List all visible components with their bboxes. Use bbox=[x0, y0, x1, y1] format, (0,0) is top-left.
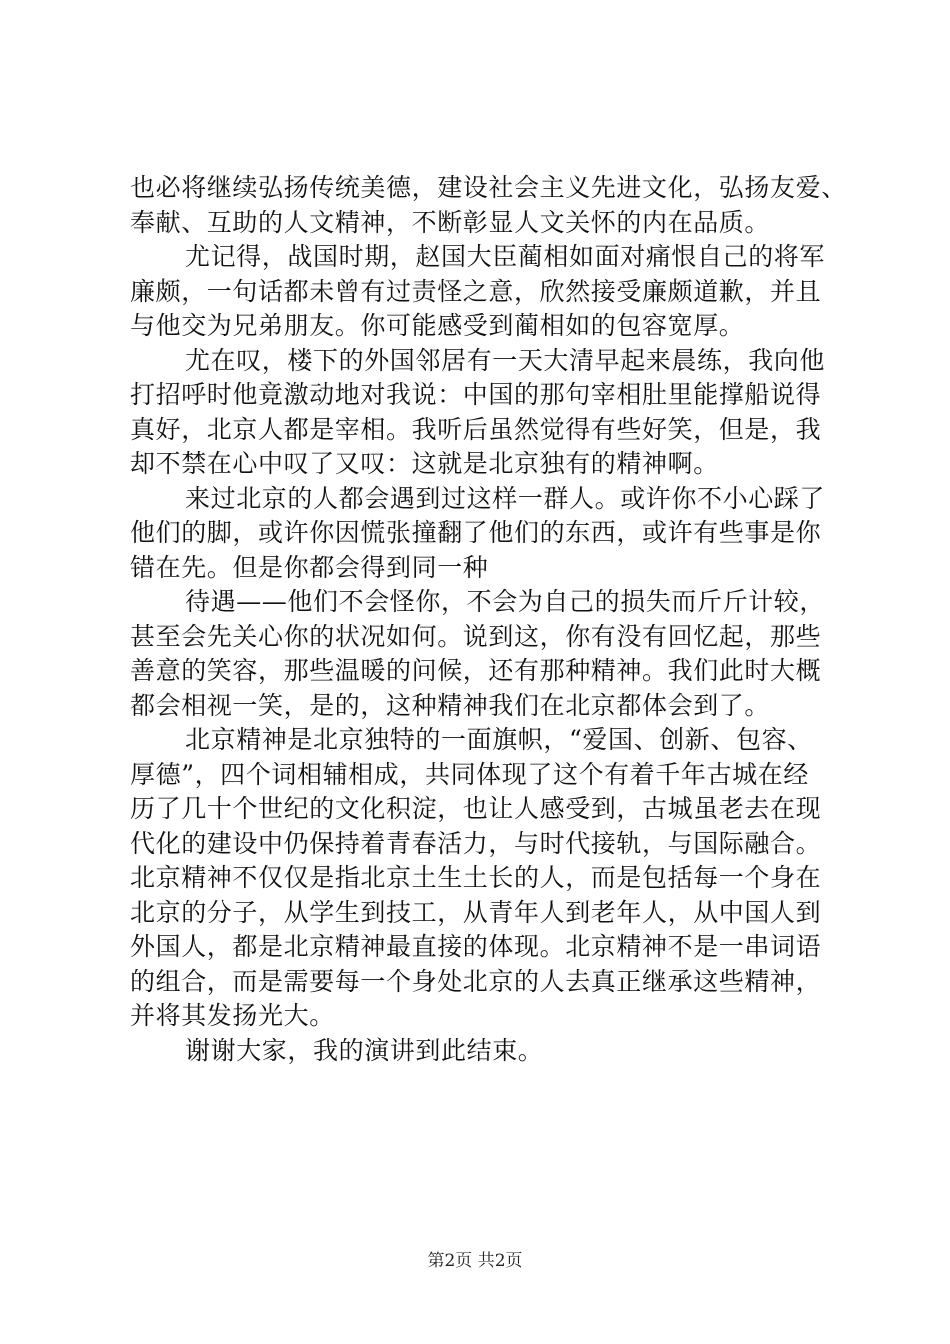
text-line: 都会相视一笑，是的，这种精神我们在北京都体会到了。 bbox=[130, 690, 771, 720]
text-line: 代化的建设中仍保持着青春活力，与时代接轨，与国际融合。 bbox=[130, 828, 822, 858]
text-line: 并将其发扬光大。 bbox=[130, 1001, 335, 1030]
paragraph-start-line: 北京精神是北京独特的一面旗帜，“爱国、创新、包容、 bbox=[185, 725, 813, 754]
text-line: 却不禁在心中叹了又叹：这就是北京独有的精神啊。 bbox=[130, 449, 719, 478]
text-line: 的组合，而是需要每一个身处北京的人去真正继承这些精神， bbox=[130, 966, 822, 996]
text-line: 甚至会先关心你的状况如何。说到这，你有没有回忆起，那些 bbox=[130, 621, 822, 651]
paragraph-start-line: 尤在叹，楼下的外国邻居有一天大清早起来晨练，我向他 bbox=[185, 345, 826, 375]
text-line: 历了几十个世纪的文化积淀，也让人感受到，古城虽老去在现 bbox=[130, 794, 822, 823]
paragraph-start-line: 尤记得，战国时期，赵国大臣蔺相如面对痛恨自己的将军 bbox=[185, 242, 826, 271]
text-line: 他们的脚，或许你因慌张撞翻了他们的东西，或许有些事是你 bbox=[130, 518, 822, 547]
text-line: 奉献、互助的人文精神，不断彰显人文关怀的内在品质。 bbox=[130, 207, 771, 237]
text-line: 也必将继续弘扬传统美德，建设社会主义先进文化，弘扬友爱、 bbox=[130, 173, 847, 202]
text-line: 北京精神不仅仅是指北京土生土长的人，而是包括每一个身在 bbox=[130, 863, 822, 892]
paragraph-start-line: 来过北京的人都会遇到过这样一群人。或许你不小心踩了 bbox=[185, 483, 826, 513]
text-line: 真好，北京人都是宰相。我听后虽然觉得有些好笑，但是，我 bbox=[130, 414, 822, 444]
text-line: 北京的分子，从学生到技工，从青年人到老年人，从中国人到 bbox=[130, 897, 822, 927]
text-line: 与他交为兄弟朋友。你可能感受到蔺相如的包容宽厚。 bbox=[130, 311, 745, 340]
text-line: 厚德”，四个词相辅相成，共同体现了这个有着千年古城在经 bbox=[130, 759, 809, 789]
text-line: 廉颇，一句话都未曾有过责怪之意，欣然接受廉颇道歉，并且 bbox=[130, 276, 822, 306]
closing-line: 谢谢大家，我的演讲到此结束。 bbox=[185, 1035, 544, 1065]
page-number-footer: 第2页 共2页 bbox=[427, 1251, 523, 1271]
text-line: 外国人，都是北京精神最直接的体现。北京精神不是一串词语 bbox=[130, 932, 822, 961]
paragraph-start-line: 待遇——他们不会怪你，不会为自己的损失而斤斤计较， bbox=[185, 587, 826, 616]
text-line: 善意的笑容，那些温暖的问候，还有那种精神。我们此时大概 bbox=[130, 656, 822, 685]
text-line: 错在先。但是你都会得到同一种 bbox=[130, 552, 489, 582]
speech-body bbox=[130, 171, 847, 1068]
text-line: 打招呼时他竟激动地对我说：中国的那句宰相肚里能撑船说得 bbox=[130, 380, 822, 409]
